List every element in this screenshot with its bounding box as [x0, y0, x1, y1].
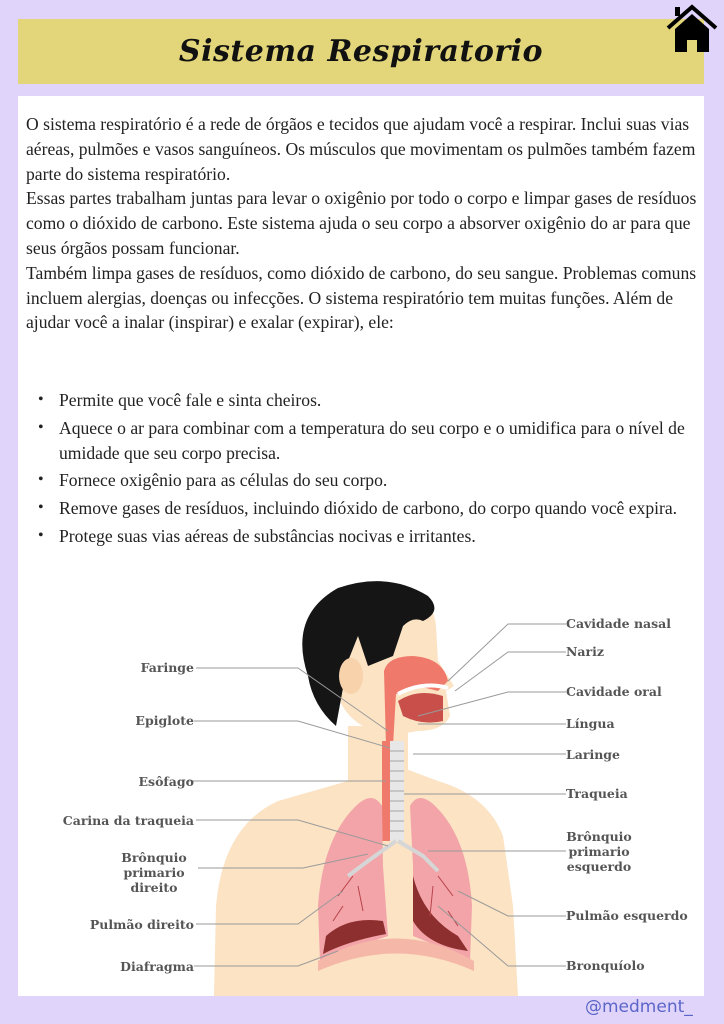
home-icon — [666, 4, 718, 54]
label-epiglote: Epiglote — [135, 713, 194, 728]
intro-text — [26, 112, 706, 335]
label-pulmao-direito: Pulmão direito — [89, 917, 194, 932]
label-carina-da-traqueia: Carina da traqueia — [62, 813, 194, 828]
intro-paragraph: Também limpa gases de resíduos, como dióxido de carbono, do seu sangue. Problemas comuns incluem alergias, doenças ou infecções. O sistema respiratório tem muitas funções. Além de ajudar você a inalar (inspirar) e exalar (expirar), ele: — [26, 262, 697, 333]
label-nariz: Nariz — [566, 644, 604, 659]
title-banner — [18, 19, 704, 84]
home-button[interactable] — [666, 4, 718, 54]
label-pulmao-esquerdo: Pulmão esquerdo — [566, 908, 688, 923]
label-esofago: Esôfago — [138, 774, 194, 789]
respiratory-diagram — [18, 576, 704, 996]
intro-paragraph: Essas partes trabalham juntas para levar o oxigênio por todo o corpo e limpar gases de resíduos como o dióxido de carbono. Este sistema ajuda o seu corpo a absorver oxigênio do ar para que seus órgãos possam funcionar. — [26, 188, 697, 258]
list-item: • Aquece o ar para combinar com a temperatura do seu corpo e o umidifica para o nível de umidade que seu corpo precisa. — [38, 416, 708, 466]
label-bronquio-primario-esquerdo: Brônquio primario esquerdo — [566, 829, 632, 874]
list-item: • Protege suas vias aéreas de substâncias nocivas e irritantes. — [38, 524, 708, 549]
content-panel — [18, 96, 704, 996]
label-cavidade-oral: Cavidade oral — [566, 684, 662, 699]
label-bronquio-primario-direito: Brônquio primario direito — [121, 850, 187, 895]
label-diafragma: Diafragma — [120, 959, 194, 974]
label-bronquiolo: Bronquíolo — [566, 958, 645, 973]
label-traqueia: Traqueia — [566, 786, 628, 801]
label-faringe: Faringe — [140, 660, 194, 675]
functions-list — [38, 388, 708, 552]
label-cavidade-nasal: Cavidade nasal — [566, 616, 672, 631]
page-title: Sistema Respiratorio — [178, 34, 544, 69]
label-laringe: Laringe — [566, 747, 621, 762]
author-handle: @medment_ — [585, 997, 693, 1017]
label-lingua: Língua — [566, 716, 615, 731]
list-item: • Remove gases de resíduos, incluindo dióxido de carbono, do corpo quando você expira. — [38, 496, 708, 521]
list-item: • Fornece oxigênio para as células do seu corpo. — [38, 468, 708, 493]
intro-paragraph: O sistema respiratório é a rede de órgãos e tecidos que ajudam você a respirar. Inclui suas vias aéreas, pulmões e vasos sanguíneos. Os músculos que movimentam os pulmões também fazem parte do sistema respiratório. — [26, 114, 696, 184]
list-item: • Permite que você fale e sinta cheiros. — [38, 388, 708, 413]
